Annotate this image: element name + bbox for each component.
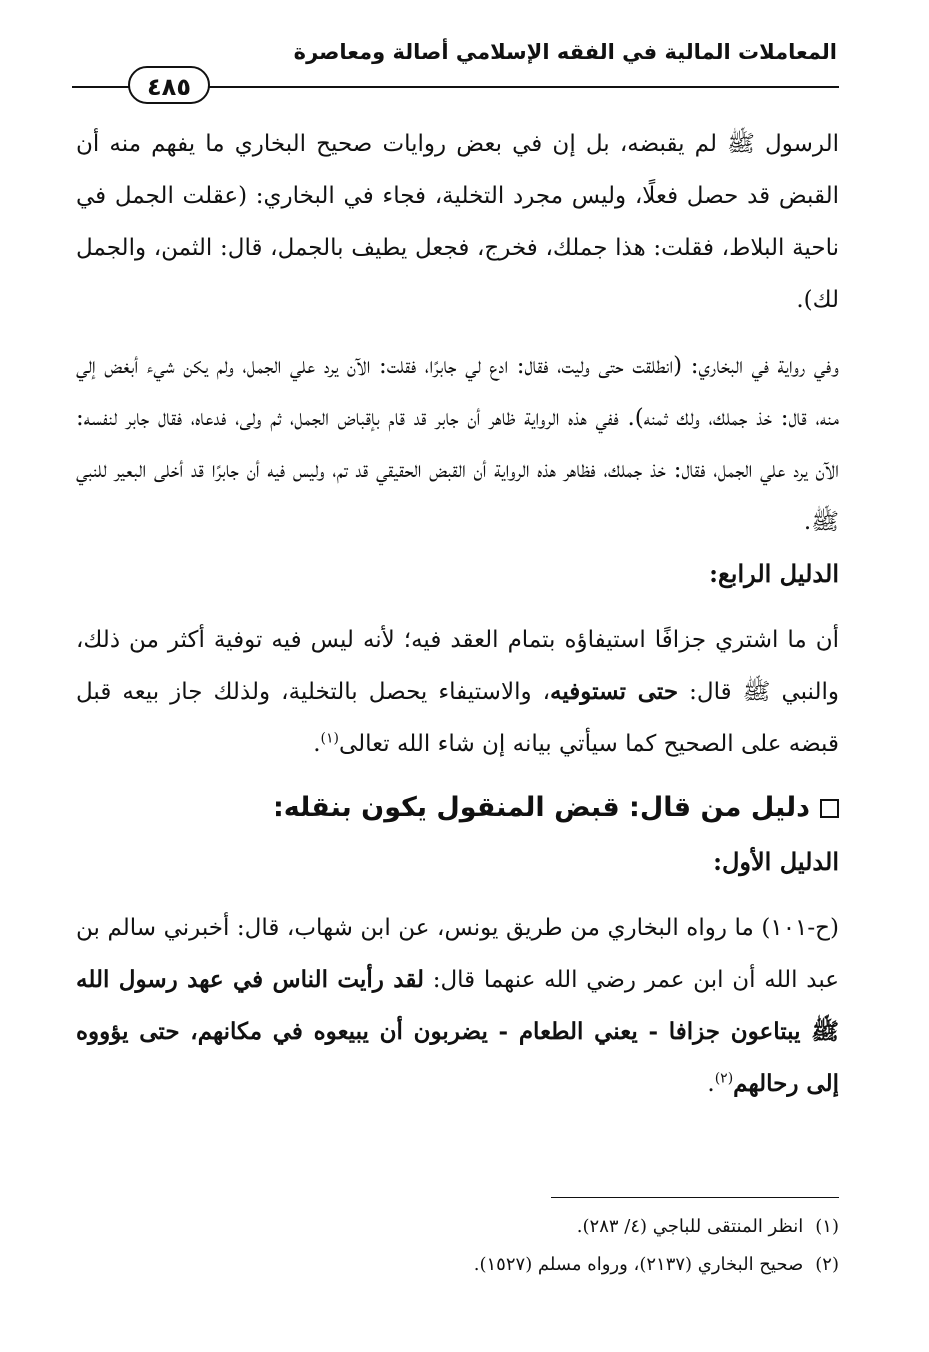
footnote-ref-2[interactable]: (٢) bbox=[714, 1070, 734, 1087]
paragraph-1: الرسول ﷺ لم يقبضه، بل إن في بعض روايات صحيح البخاري ما يفهم منه أن القبض قد حصل فعلًا، وليس مجرد التخلية، فجاء في البخاري: (عقلت الجمل في ناحية البلاط، فقلت: هذا جملك، فخرج، فجعل يطيف بالجمل، قال: الثمن، والجمل لك). bbox=[76, 131, 839, 313]
body-text bbox=[76, 118, 839, 1110]
heading-fourth-evidence: الدليل الرابع: bbox=[709, 559, 839, 588]
paragraph-3-text-b: ، والاستيفاء يحصل بالتخلية، ولذلك جاز بيعه قبل قبضه على الصحيح كما سيأتي بيانه إن شاء الله تعالى bbox=[76, 679, 839, 757]
section-heading-text: دليل من قال: قبض المنقول يكون بنقله: bbox=[272, 792, 810, 823]
footnotes bbox=[76, 1208, 839, 1284]
page-number-badge: ٤٨٥ bbox=[128, 66, 210, 104]
checkbox-icon bbox=[820, 799, 839, 818]
paragraph-3-end: . bbox=[313, 731, 321, 757]
paragraph-2: وفي رواية في البخاري: (انطلقت حتى وليت، فقال: ادع لي جابرًا، فقلت: الآن يرد علي الجمل، ولم يكن شيء أبغض إلي منه، قال: خذ جملك، ولك ثمنه). ففي هذه الرواية ظاهر أن جابر قد قام بإقباض الجمل، ثم ولى، فدعاه، فقال جابر لنفسه: الآن يرد علي الجمل، فقال: خذ جملك، فظاهر هذه الرواية أن القبض الحقيقي قد تم، وليس فيه أن جابرًا قد أخلى البعير للنبي ﷺ. bbox=[76, 353, 839, 535]
heading-first-evidence: الدليل الأول: bbox=[713, 847, 839, 876]
paragraph-3 bbox=[76, 614, 839, 770]
footnote-1 bbox=[76, 1208, 839, 1246]
footnote-ref-1[interactable]: (١) bbox=[320, 730, 339, 747]
paragraph-3-bold: حتى تستوفيه bbox=[550, 678, 679, 705]
footnote-1-text: انظر المنتقى للباجي (٤/ ٢٨٣). bbox=[576, 1216, 804, 1237]
paragraph-4-end: . bbox=[707, 1071, 715, 1097]
section-heading bbox=[76, 780, 839, 836]
footnote-rule bbox=[551, 1197, 839, 1198]
paragraph-4-bold: لقد رأيت الناس في عهد رسول الله ﷺ يبتاعون جزافا - يعني الطعام - يضربون أن يبيعوه في مكانهم، حتى يؤووه إلى رحالهم bbox=[76, 966, 839, 1097]
footnote-2-text: صحيح البخاري (٢١٣٧)، ورواه مسلم (١٥٢٧). bbox=[473, 1254, 804, 1275]
footnote-2 bbox=[76, 1246, 839, 1284]
paragraph-3-text-a: أن ما اشتري جزافًا استيفاؤه بتمام العقد فيه؛ لأنه ليس فيه توفية أكثر من ذلك، والنبي ﷺ قال: bbox=[76, 627, 840, 705]
paragraph-4-text-a: (ح-١٠١) ما رواه البخاري من طريق يونس، عن ابن شهاب، قال: أخبرني سالم بن عبد الله أن ابن عمر رضي الله عنهما قال: bbox=[76, 915, 839, 993]
footnote-2-number: (٢) bbox=[815, 1254, 839, 1275]
running-header: المعاملات المالية في الفقه الإسلامي أصالة ومعاصرة bbox=[293, 40, 837, 64]
paragraph-4 bbox=[76, 902, 839, 1110]
footnote-1-number: (١) bbox=[815, 1216, 839, 1237]
